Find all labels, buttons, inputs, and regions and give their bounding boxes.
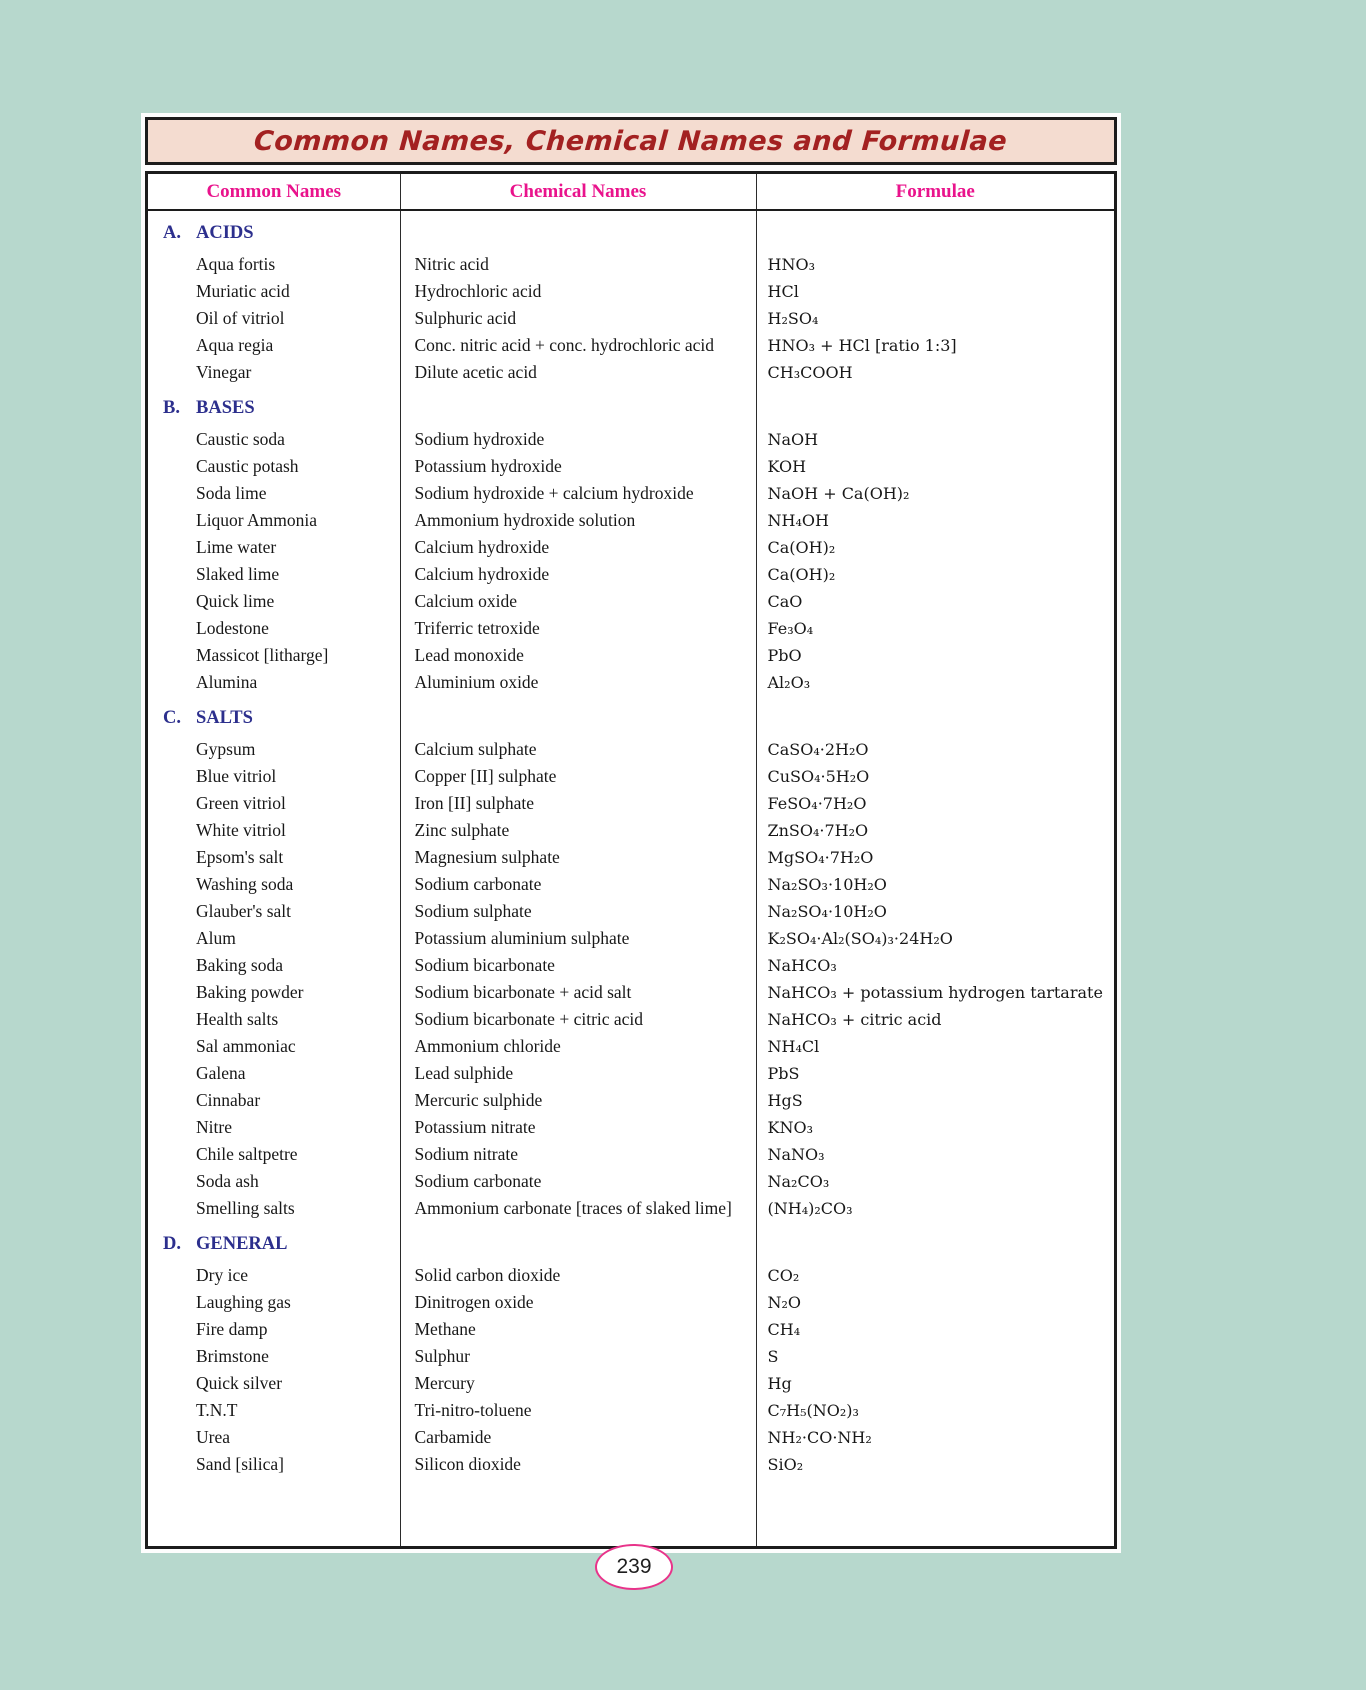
section-heading-cell bbox=[148, 386, 400, 426]
formula-cell: K₂SO₄·Al₂(SO₄)₃·24H₂O bbox=[756, 925, 1114, 952]
formula-cell: FeSO₄·7H₂O bbox=[756, 790, 1114, 817]
section-heading-cell bbox=[148, 210, 400, 251]
common-name-cell: Liquor Ammonia bbox=[196, 510, 318, 530]
formula-cell: NH₄OH bbox=[756, 507, 1114, 534]
table-row bbox=[148, 736, 1114, 763]
common-name-cell: Baking powder bbox=[196, 982, 304, 1002]
chemical-name-cell: Magnesium sulphate bbox=[400, 844, 756, 871]
chemical-name-cell: Calcium hydroxide bbox=[400, 561, 756, 588]
formula-cell: (NH₄)₂CO₃ bbox=[756, 1195, 1114, 1222]
table-row bbox=[148, 1060, 1114, 1087]
formula-cell: Ca(OH)₂ bbox=[756, 561, 1114, 588]
chemical-names-table bbox=[148, 174, 1114, 1546]
chemical-name-cell: Hydrochloric acid bbox=[400, 278, 756, 305]
page-title: Common Names, Chemical Names and Formulae bbox=[253, 125, 1009, 157]
common-name-cell: Massicot [litharge] bbox=[196, 645, 329, 665]
section-header-row bbox=[148, 210, 1114, 251]
section-letter: C. bbox=[163, 708, 181, 728]
formula-cell: HNO₃ bbox=[756, 251, 1114, 278]
common-name-cell: Urea bbox=[196, 1427, 231, 1447]
table-row bbox=[148, 453, 1114, 480]
common-name-cell: Alum bbox=[196, 928, 236, 948]
table-row bbox=[148, 1451, 1114, 1478]
empty-cell bbox=[400, 1478, 756, 1546]
formula-cell: CH₃COOH bbox=[756, 359, 1114, 386]
table-row bbox=[148, 588, 1114, 615]
common-name-cell: Caustic potash bbox=[196, 456, 299, 476]
common-name-cell: Health salts bbox=[196, 1009, 279, 1029]
chemical-name-cell: Conc. nitric acid + conc. hydrochloric acid bbox=[400, 332, 756, 359]
empty-cell bbox=[756, 1478, 1114, 1546]
common-name-cell: Fire damp bbox=[196, 1319, 268, 1339]
table-row bbox=[148, 817, 1114, 844]
filler-row bbox=[148, 1478, 1114, 1546]
table-row bbox=[148, 898, 1114, 925]
empty-cell bbox=[756, 696, 1114, 736]
column-header-formulae: Formulae bbox=[756, 174, 1114, 210]
section-title: GENERAL bbox=[196, 1234, 288, 1254]
common-name-cell: Epsom's salt bbox=[196, 847, 284, 867]
common-name-cell: Slaked lime bbox=[196, 564, 280, 584]
chemical-name-cell: Sodium carbonate bbox=[400, 1168, 756, 1195]
chemical-name-cell: Ammonium hydroxide solution bbox=[400, 507, 756, 534]
table-row bbox=[148, 561, 1114, 588]
chemical-name-cell: Sodium carbonate bbox=[400, 871, 756, 898]
chemical-name-cell: Ammonium carbonate [traces of slaked lime] bbox=[400, 1195, 756, 1222]
common-name-cell: Lodestone bbox=[196, 618, 269, 638]
formula-cell: NaOH bbox=[756, 426, 1114, 453]
section-title: BASES bbox=[196, 398, 255, 418]
common-name-cell: Nitre bbox=[196, 1117, 232, 1137]
formula-cell: CaO bbox=[756, 588, 1114, 615]
formula-cell: NaOH + Ca(OH)₂ bbox=[756, 480, 1114, 507]
table-row bbox=[148, 1033, 1114, 1060]
common-name-cell: Soda lime bbox=[196, 483, 267, 503]
chemical-name-cell: Potassium nitrate bbox=[400, 1114, 756, 1141]
chemical-name-cell: Dinitrogen oxide bbox=[400, 1289, 756, 1316]
chemical-name-cell: Calcium oxide bbox=[400, 588, 756, 615]
common-name-cell: Baking soda bbox=[196, 955, 284, 975]
table-row bbox=[148, 1370, 1114, 1397]
formula-cell: NaHCO₃ + citric acid bbox=[756, 1006, 1114, 1033]
empty-cell bbox=[400, 696, 756, 736]
formula-cell: N₂O bbox=[756, 1289, 1114, 1316]
table-row bbox=[148, 1289, 1114, 1316]
section-heading-cell bbox=[148, 696, 400, 736]
empty-cell bbox=[400, 1222, 756, 1262]
table-row bbox=[148, 278, 1114, 305]
common-name-cell: Aqua regia bbox=[196, 335, 274, 355]
common-name-cell: Green vitriol bbox=[196, 793, 286, 813]
common-name-cell: Galena bbox=[196, 1063, 246, 1083]
table-row bbox=[148, 952, 1114, 979]
formula-cell: HCl bbox=[756, 278, 1114, 305]
formula-cell: Hg bbox=[756, 1370, 1114, 1397]
common-name-cell: Sand [silica] bbox=[196, 1454, 284, 1474]
common-name-cell: Soda ash bbox=[196, 1171, 259, 1191]
column-header-common-names: Common Names bbox=[148, 174, 400, 210]
empty-cell bbox=[756, 386, 1114, 426]
formula-cell: Na₂SO₃·10H₂O bbox=[756, 871, 1114, 898]
formula-cell: PbS bbox=[756, 1060, 1114, 1087]
table-row bbox=[148, 669, 1114, 696]
chemical-name-cell: Tri-nitro-toluene bbox=[400, 1397, 756, 1424]
chemical-name-cell: Sodium nitrate bbox=[400, 1141, 756, 1168]
formula-cell: NaHCO₃ bbox=[756, 952, 1114, 979]
chemical-name-cell: Sodium bicarbonate bbox=[400, 952, 756, 979]
page-number-badge bbox=[595, 1544, 673, 1590]
formula-cell: CO₂ bbox=[756, 1262, 1114, 1289]
chemical-name-cell: Calcium sulphate bbox=[400, 736, 756, 763]
title-bar bbox=[145, 117, 1117, 165]
formula-cell: NaNO₃ bbox=[756, 1141, 1114, 1168]
chemical-name-cell: Potassium aluminium sulphate bbox=[400, 925, 756, 952]
table-row bbox=[148, 844, 1114, 871]
section-letter: B. bbox=[163, 398, 180, 418]
empty-cell bbox=[400, 210, 756, 251]
chemical-name-cell: Lead monoxide bbox=[400, 642, 756, 669]
table-body bbox=[148, 210, 1114, 1546]
common-name-cell: Quick silver bbox=[196, 1373, 283, 1393]
chemical-name-cell: Lead sulphide bbox=[400, 1060, 756, 1087]
table-row bbox=[148, 251, 1114, 278]
table-header bbox=[148, 174, 1114, 210]
common-name-cell: Dry ice bbox=[196, 1265, 248, 1285]
formula-cell: Na₂CO₃ bbox=[756, 1168, 1114, 1195]
formula-cell: CH₄ bbox=[756, 1316, 1114, 1343]
empty-cell bbox=[148, 1478, 400, 1546]
common-name-cell: Blue vitriol bbox=[196, 766, 277, 786]
formula-cell: Ca(OH)₂ bbox=[756, 534, 1114, 561]
section-header-row bbox=[148, 696, 1114, 736]
formula-cell: KNO₃ bbox=[756, 1114, 1114, 1141]
table-row bbox=[148, 507, 1114, 534]
common-name-cell: Laughing gas bbox=[196, 1292, 291, 1312]
common-name-cell: Glauber's salt bbox=[196, 901, 292, 921]
table-row bbox=[148, 1424, 1114, 1451]
formula-cell: NH₄Cl bbox=[756, 1033, 1114, 1060]
section-title: SALTS bbox=[196, 708, 253, 728]
common-name-cell: Cinnabar bbox=[196, 1090, 261, 1110]
common-name-cell: Brimstone bbox=[196, 1346, 269, 1366]
formula-cell: SiO₂ bbox=[756, 1451, 1114, 1478]
formula-cell: HNO₃ + HCl [ratio 1:3] bbox=[756, 332, 1114, 359]
formula-cell: NH₂·CO·NH₂ bbox=[756, 1424, 1114, 1451]
table-row bbox=[148, 1343, 1114, 1370]
section-title: ACIDS bbox=[196, 223, 254, 243]
common-name-cell: Oil of vitriol bbox=[196, 308, 285, 328]
chemical-name-cell: Sulphuric acid bbox=[400, 305, 756, 332]
table-row bbox=[148, 979, 1114, 1006]
section-header-row bbox=[148, 1222, 1114, 1262]
chemical-name-cell: Dilute acetic acid bbox=[400, 359, 756, 386]
common-name-cell: Sal ammoniac bbox=[196, 1036, 296, 1056]
empty-cell bbox=[756, 210, 1114, 251]
page-frame bbox=[141, 113, 1121, 1553]
chemical-name-cell: Nitric acid bbox=[400, 251, 756, 278]
common-name-cell: T.N.T bbox=[196, 1400, 238, 1420]
page-number: 239 bbox=[616, 1555, 652, 1578]
table-row bbox=[148, 426, 1114, 453]
chemical-name-cell: Iron [II] sulphate bbox=[400, 790, 756, 817]
chemical-name-cell: Solid carbon dioxide bbox=[400, 1262, 756, 1289]
column-header-chemical-names: Chemical Names bbox=[400, 174, 756, 210]
formula-cell: NaHCO₃ + potassium hydrogen tartarate bbox=[756, 979, 1114, 1006]
chemical-name-cell: Ammonium chloride bbox=[400, 1033, 756, 1060]
chemical-name-cell: Mercury bbox=[400, 1370, 756, 1397]
common-name-cell: Washing soda bbox=[196, 874, 294, 894]
formula-cell: C₇H₅(NO₂)₃ bbox=[756, 1397, 1114, 1424]
table-row bbox=[148, 359, 1114, 386]
chemical-name-cell: Sodium hydroxide + calcium hydroxide bbox=[400, 480, 756, 507]
table-row bbox=[148, 1168, 1114, 1195]
table-row bbox=[148, 1262, 1114, 1289]
chemical-name-cell: Copper [II] sulphate bbox=[400, 763, 756, 790]
formula-cell: S bbox=[756, 1343, 1114, 1370]
chemical-name-cell: Triferric tetroxide bbox=[400, 615, 756, 642]
table-row bbox=[148, 615, 1114, 642]
table-row bbox=[148, 305, 1114, 332]
common-name-cell: Alumina bbox=[196, 672, 258, 692]
table-row bbox=[148, 1006, 1114, 1033]
chemical-name-cell: Sodium sulphate bbox=[400, 898, 756, 925]
chemical-name-cell: Sodium hydroxide bbox=[400, 426, 756, 453]
common-name-cell: White vitriol bbox=[196, 820, 286, 840]
chemical-name-cell: Calcium hydroxide bbox=[400, 534, 756, 561]
section-letter: D. bbox=[163, 1234, 181, 1254]
chemical-name-cell: Sodium bicarbonate + citric acid bbox=[400, 1006, 756, 1033]
table-row bbox=[148, 790, 1114, 817]
table-row bbox=[148, 1114, 1114, 1141]
section-letter: A. bbox=[163, 223, 181, 243]
common-name-cell: Smelling salts bbox=[196, 1198, 295, 1218]
table-row bbox=[148, 763, 1114, 790]
table-row bbox=[148, 1316, 1114, 1343]
chemical-name-cell: Carbamide bbox=[400, 1424, 756, 1451]
section-heading-cell bbox=[148, 1222, 400, 1262]
formula-cell: H₂SO₄ bbox=[756, 305, 1114, 332]
chemical-name-cell: Methane bbox=[400, 1316, 756, 1343]
common-name-cell: Vinegar bbox=[196, 362, 252, 382]
formula-cell: Al₂O₃ bbox=[756, 669, 1114, 696]
chemical-name-cell: Sulphur bbox=[400, 1343, 756, 1370]
empty-cell bbox=[756, 1222, 1114, 1262]
table-row bbox=[148, 480, 1114, 507]
table-row bbox=[148, 871, 1114, 898]
chemical-name-cell: Mercuric sulphide bbox=[400, 1087, 756, 1114]
formula-cell: KOH bbox=[756, 453, 1114, 480]
formula-cell: PbO bbox=[756, 642, 1114, 669]
formula-cell: HgS bbox=[756, 1087, 1114, 1114]
formula-cell: Fe₃O₄ bbox=[756, 615, 1114, 642]
chemical-name-cell: Aluminium oxide bbox=[400, 669, 756, 696]
formula-cell: CuSO₄·5H₂O bbox=[756, 763, 1114, 790]
formula-cell: Na₂SO₄·10H₂O bbox=[756, 898, 1114, 925]
formula-cell: ZnSO₄·7H₂O bbox=[756, 817, 1114, 844]
chemical-name-cell: Zinc sulphate bbox=[400, 817, 756, 844]
table-row bbox=[148, 1141, 1114, 1168]
common-name-cell: Caustic soda bbox=[196, 429, 285, 449]
table-row bbox=[148, 1195, 1114, 1222]
formula-cell: CaSO₄·2H₂O bbox=[756, 736, 1114, 763]
common-name-cell: Muriatic acid bbox=[196, 281, 290, 301]
table-row bbox=[148, 1087, 1114, 1114]
section-header-row bbox=[148, 386, 1114, 426]
formula-cell: MgSO₄·7H₂O bbox=[756, 844, 1114, 871]
table-box bbox=[145, 171, 1117, 1549]
chemical-name-cell: Sodium bicarbonate + acid salt bbox=[400, 979, 756, 1006]
table-row bbox=[148, 534, 1114, 561]
common-name-cell: Chile saltpetre bbox=[196, 1144, 298, 1164]
chemical-name-cell: Potassium hydroxide bbox=[400, 453, 756, 480]
empty-cell bbox=[400, 386, 756, 426]
common-name-cell: Quick lime bbox=[196, 591, 275, 611]
common-name-cell: Aqua fortis bbox=[196, 254, 276, 274]
table-row bbox=[148, 332, 1114, 359]
common-name-cell: Lime water bbox=[196, 537, 277, 557]
common-name-cell: Gypsum bbox=[196, 739, 256, 759]
header-row bbox=[148, 174, 1114, 210]
table-row bbox=[148, 925, 1114, 952]
table-row bbox=[148, 1397, 1114, 1424]
chemical-name-cell: Silicon dioxide bbox=[400, 1451, 756, 1478]
table-row bbox=[148, 642, 1114, 669]
